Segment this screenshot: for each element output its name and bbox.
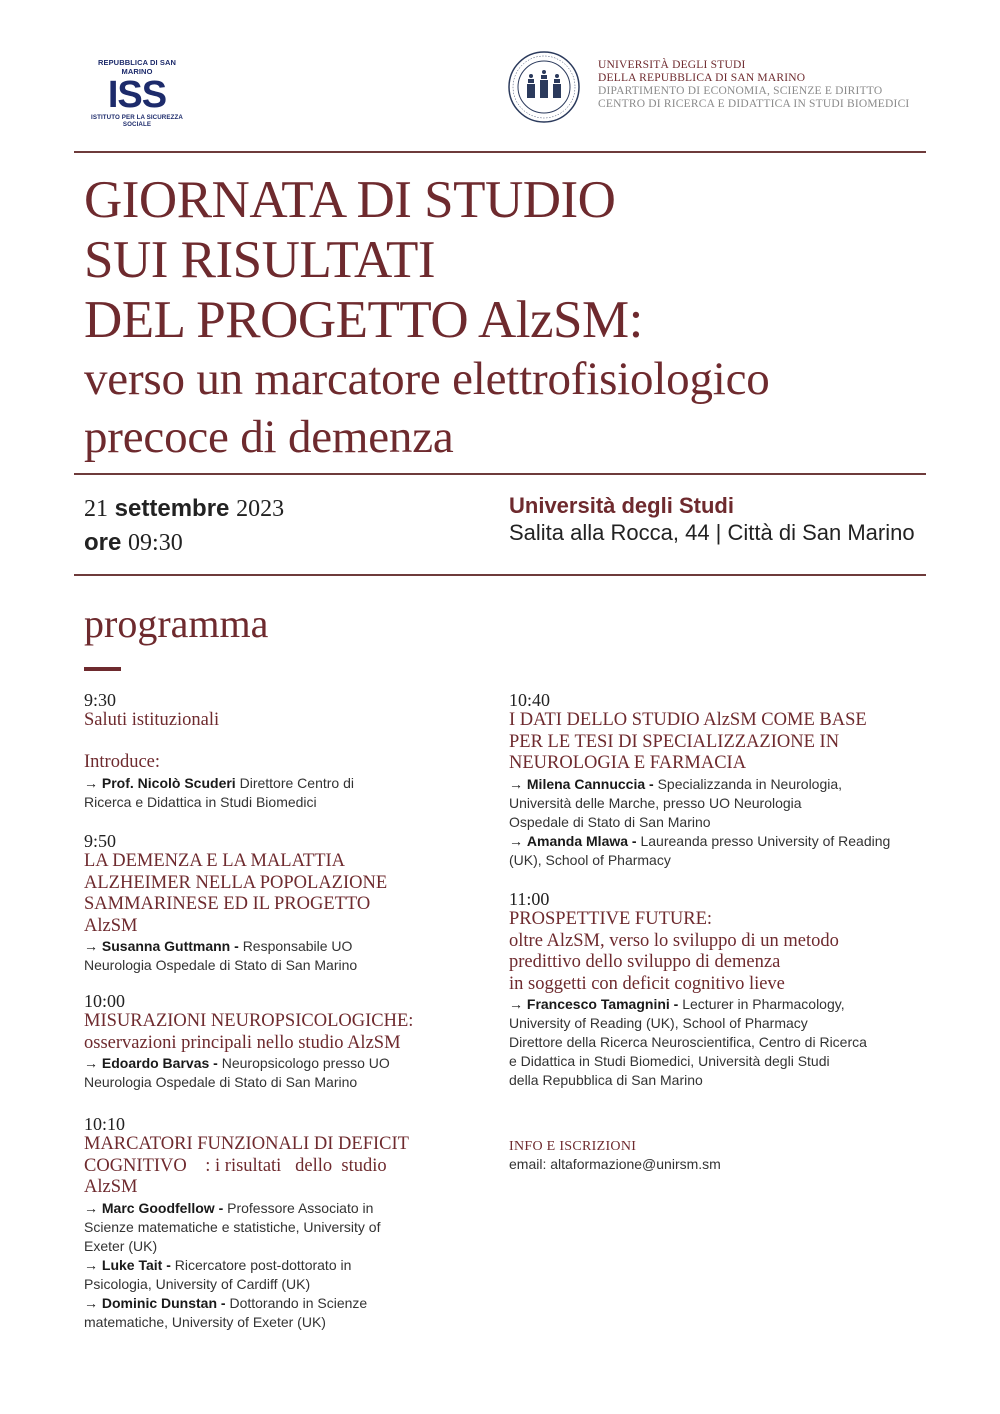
speaker: → Francesco Tamagnini - Lecturer in Pharmacology, University of Reading (UK), School of Pharmacy Direttore della Ricerca Neuroscientifica, Centro di Ricerca e Didattica in Studi Biomedici, Università degli Studi della Repubblica di San Marino xyxy=(509,996,867,1088)
speaker-name: Prof. Nicolò Scuderi xyxy=(101,775,236,791)
subtitle-line1: verso un marcatore elettrofisiologico xyxy=(84,353,770,405)
speaker-name: Amanda Mlawa - xyxy=(526,832,637,849)
university-seal-icon xyxy=(507,50,581,124)
speaker: → Edoardo Barvas - Neuropsicologo presso UO Neurologia Ospedale di Stato di San Marino xyxy=(84,1055,390,1090)
divider-top xyxy=(74,151,926,153)
speaker-name: Susanna Guttmann - xyxy=(101,938,239,954)
info-email-link[interactable]: email: altaformazione@unirsm.sm xyxy=(509,1156,721,1172)
speaker-name: Francesco Tamagnini - xyxy=(526,996,679,1012)
session-time: 11:00 xyxy=(509,889,550,909)
session-time: 10:00 xyxy=(84,991,126,1011)
divider-title xyxy=(74,473,926,475)
event-time: ore 09:30 xyxy=(84,529,183,556)
session-title: MISURAZIONI NEUROPSICOLOGICHE: osservazioni principali nello studio AlzSM xyxy=(84,1011,414,1053)
session-title: LA DEMENZA E LA MALATTIA ALZHEIMER NELLA POPOLAZIONE SAMMARINESE ED IL PROGETTO AlzSM xyxy=(84,851,388,936)
speaker-name: Edoardo Barvas - xyxy=(101,1055,218,1071)
subtitle-line2: precoce di demenza xyxy=(84,411,454,463)
speaker: → Susanna Guttmann - Responsabile UO Neurologia Ospedale di Stato di San Marino xyxy=(84,938,358,973)
session-neuropsicologiche xyxy=(84,991,484,1092)
speaker-name: Luke Tait - xyxy=(101,1256,171,1273)
event-date: 21 settembre 2023 xyxy=(84,495,285,522)
venue-name: Università degli Studi xyxy=(509,493,734,518)
session-demenza xyxy=(84,831,484,975)
session-prospettive xyxy=(509,889,929,1090)
iss-logo-mark: ISS xyxy=(107,74,167,116)
info-heading: INFO E ISCRIZIONI xyxy=(509,1139,637,1154)
info-section xyxy=(509,1139,929,1173)
programma-accent-bar xyxy=(84,667,121,671)
speaker: → Milena Cannuccia - Specializzanda in Neurologia, Università delle Marche, presso UO Neurologia Ospedale di Stato di San Marino xyxy=(509,775,843,830)
session-title: MARCATORI FUNZIONALI DI DEFICIT COGNITIVO : i risultati dello studio AlzSM xyxy=(84,1134,409,1197)
session-time: 9:50 xyxy=(84,831,117,851)
title-line3: DEL PROGETTO AlzSM: xyxy=(84,291,643,349)
research-center-name: CENTRO DI RICERCA E DIDATTICA IN STUDI BIOMEDICI xyxy=(598,98,910,110)
session-title: Saluti istituzionali xyxy=(84,710,220,730)
speaker-name: Dominic Dunstan - xyxy=(101,1294,226,1311)
speaker: → Marc Goodfellow - Professore Associato in Scienze matematiche e statistiche, University of Exeter (UK) xyxy=(84,1199,381,1254)
title-line2: SUI RISULTATI xyxy=(84,231,435,289)
event-title xyxy=(84,170,770,466)
session-time: 9:30 xyxy=(84,690,117,710)
title-line1: GIORNATA DI STUDIO xyxy=(84,171,616,229)
session-time: 10:10 xyxy=(84,1114,126,1134)
university-name-line2: DELLA REPUBBLICA DI SAN MARINO xyxy=(598,72,806,84)
speaker: → Prof. Nicolò Scuderi Direttore Centro di Ricerca e Didattica in Studi Biomedici xyxy=(84,775,354,810)
speaker-name: Milena Cannuccia - xyxy=(526,775,654,792)
university-name-line1: UNIVERSITÀ DEGLI STUDI xyxy=(598,59,746,71)
programma-heading: programma xyxy=(84,601,269,646)
venue-address: Salita alla Rocca, 44 | Città di San Marino xyxy=(509,520,915,545)
session-title: I DATI DELLO STUDIO AlzSM COME BASE PER LE TESI DI SPECIALIZZAZIONE IN NEUROLOGIA E FARMACIA xyxy=(509,710,867,773)
session-intro xyxy=(84,752,484,812)
speaker: → Dominic Dunstan - Dottorando in Scienze matematiche, University of Exeter (UK) xyxy=(84,1294,368,1330)
speaker-name: Marc Goodfellow - xyxy=(101,1199,224,1216)
session-title: PROSPETTIVE FUTURE: oltre AlzSM, verso lo sviluppo di un metodo predittivo dello sviluppo di demenza in soggetti con deficit cognitivo lieve xyxy=(509,909,839,994)
speaker: → Luke Tait - Ricercatore post-dottorato in Psicologia, University of Cardiff (UK) xyxy=(84,1256,352,1292)
session-saluti xyxy=(84,690,484,732)
event-date-time xyxy=(84,492,284,560)
session-dati-studio xyxy=(509,690,929,870)
session-time: 10:40 xyxy=(509,690,551,710)
event-venue xyxy=(509,492,915,546)
iss-logo-bottom-text: ISTITUTO PER LA SICUREZZA SOCIALE xyxy=(91,114,183,128)
intro-label: Introduce: xyxy=(84,752,161,772)
iss-logo xyxy=(82,58,192,128)
iss-logo-top-text: REPUBBLICA DI SAN MARINO xyxy=(97,58,177,76)
session-marcatori xyxy=(84,1114,484,1332)
divider-date xyxy=(74,574,926,576)
department-name: DIPARTIMENTO DI ECONOMIA, SCIENZE E DIRITTO xyxy=(598,85,883,97)
university-heading xyxy=(598,59,909,111)
speaker: → Amanda Mlawa - Laureanda presso University of Reading (UK), School of Pharmacy xyxy=(509,832,891,868)
